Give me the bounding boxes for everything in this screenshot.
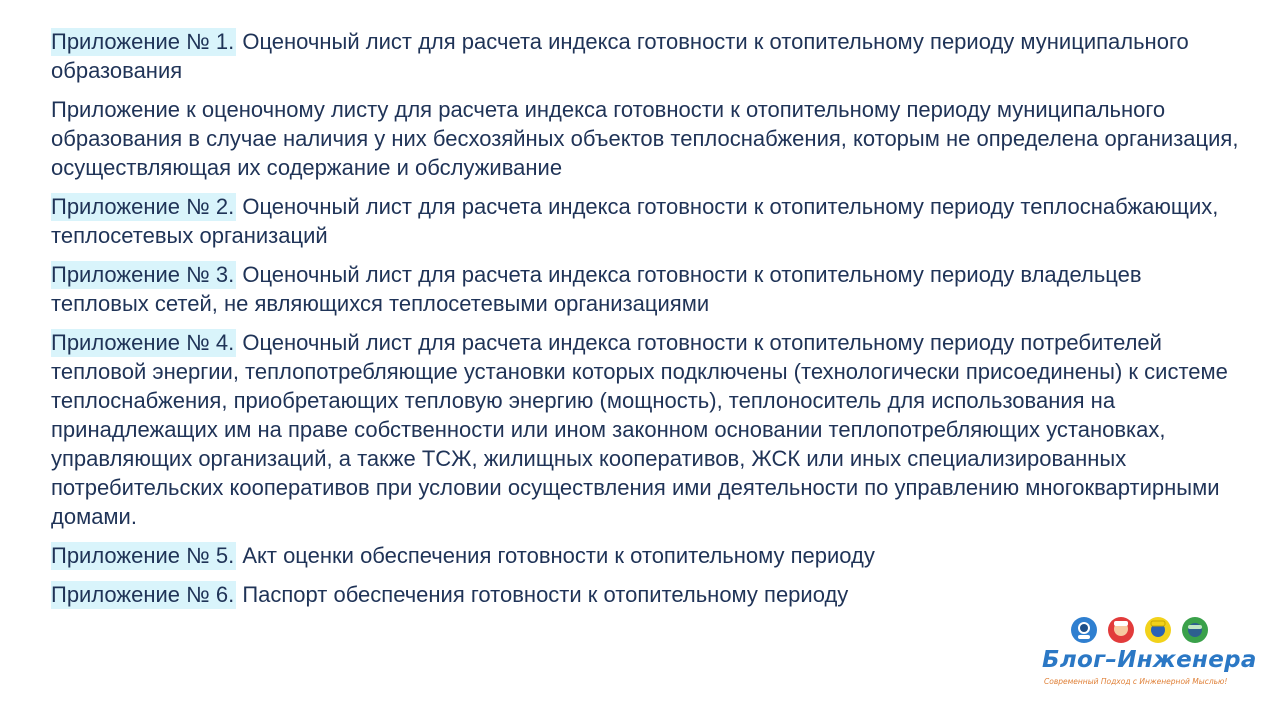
appendix-4-label: Приложение № 4. bbox=[51, 330, 235, 355]
appendix-2 bbox=[51, 192, 1241, 250]
face-green-icon bbox=[1182, 617, 1208, 643]
appendix-6-label: Приложение № 6. bbox=[51, 582, 235, 607]
appendix-4-text: Оценочный лист для расчета индекса готовности к отопительному периоду потребителей тепловой энергии, теплопотребляющие установки которых подключены (технологически присоединены) к системе теплоснабжения, приобретающих тепловую энергию (мощность), теплоноситель для использования на принадлежащих им на праве собственности или ином законном основании теплопотребляющих установках, управляющих организаций, а также ТСЖ, жилищных кооперативов, ЖСК или иных специализированных потребительских кооперативов при условии осуществления ими деятельности по управлению многоквартирными домами. bbox=[51, 330, 1228, 529]
appendix-1-text: Оценочный лист для расчета индекса готовности к отопительному периоду муниципального образования bbox=[51, 29, 1189, 83]
logo-faces-icon bbox=[1071, 616, 1211, 646]
face-blue-icon bbox=[1071, 617, 1097, 643]
appendix-1 bbox=[51, 27, 1241, 85]
appendix-5-label: Приложение № 5. bbox=[51, 543, 235, 568]
appendix-4 bbox=[51, 328, 1241, 531]
face-red-icon bbox=[1108, 617, 1134, 643]
blog-logo bbox=[1040, 614, 1257, 694]
face-yellow-icon bbox=[1145, 617, 1171, 643]
appendix-1-supplement-text: Приложение к оценочному листу для расчета индекса готовности к отопительному периоду муниципального образования в случае наличия у них бесхозяйных объектов теплоснабжения, которым не определена организация, осуществляющая их содержание и обслуживание bbox=[51, 97, 1239, 180]
appendix-5 bbox=[51, 541, 1241, 570]
logo-title: Блог–Инженера bbox=[1042, 647, 1257, 673]
appendix-2-label: Приложение № 2. bbox=[51, 194, 235, 219]
appendix-3-label: Приложение № 3. bbox=[51, 262, 235, 287]
appendix-3 bbox=[51, 260, 1241, 318]
appendix-6 bbox=[51, 580, 1241, 609]
appendix-list bbox=[51, 27, 1241, 619]
appendix-1-label: Приложение № 1. bbox=[51, 29, 235, 54]
logo-faces bbox=[1071, 616, 1211, 646]
appendix-1-supplement bbox=[51, 95, 1241, 182]
appendix-5-text: Акт оценки обеспечения готовности к отопительному периоду bbox=[236, 543, 875, 568]
appendix-3-text: Оценочный лист для расчета индекса готовности к отопительному периоду владельцев тепловых сетей, не являющихся теплосетевыми организациями bbox=[51, 262, 1142, 316]
appendix-2-text: Оценочный лист для расчета индекса готовности к отопительному периоду теплоснабжающих, теплосетевых организаций bbox=[51, 194, 1219, 248]
logo-tagline: Современный Подход с Инженерной Мыслью! bbox=[1044, 677, 1228, 686]
appendix-6-text: Паспорт обеспечения готовности к отопительному периоду bbox=[236, 582, 849, 607]
